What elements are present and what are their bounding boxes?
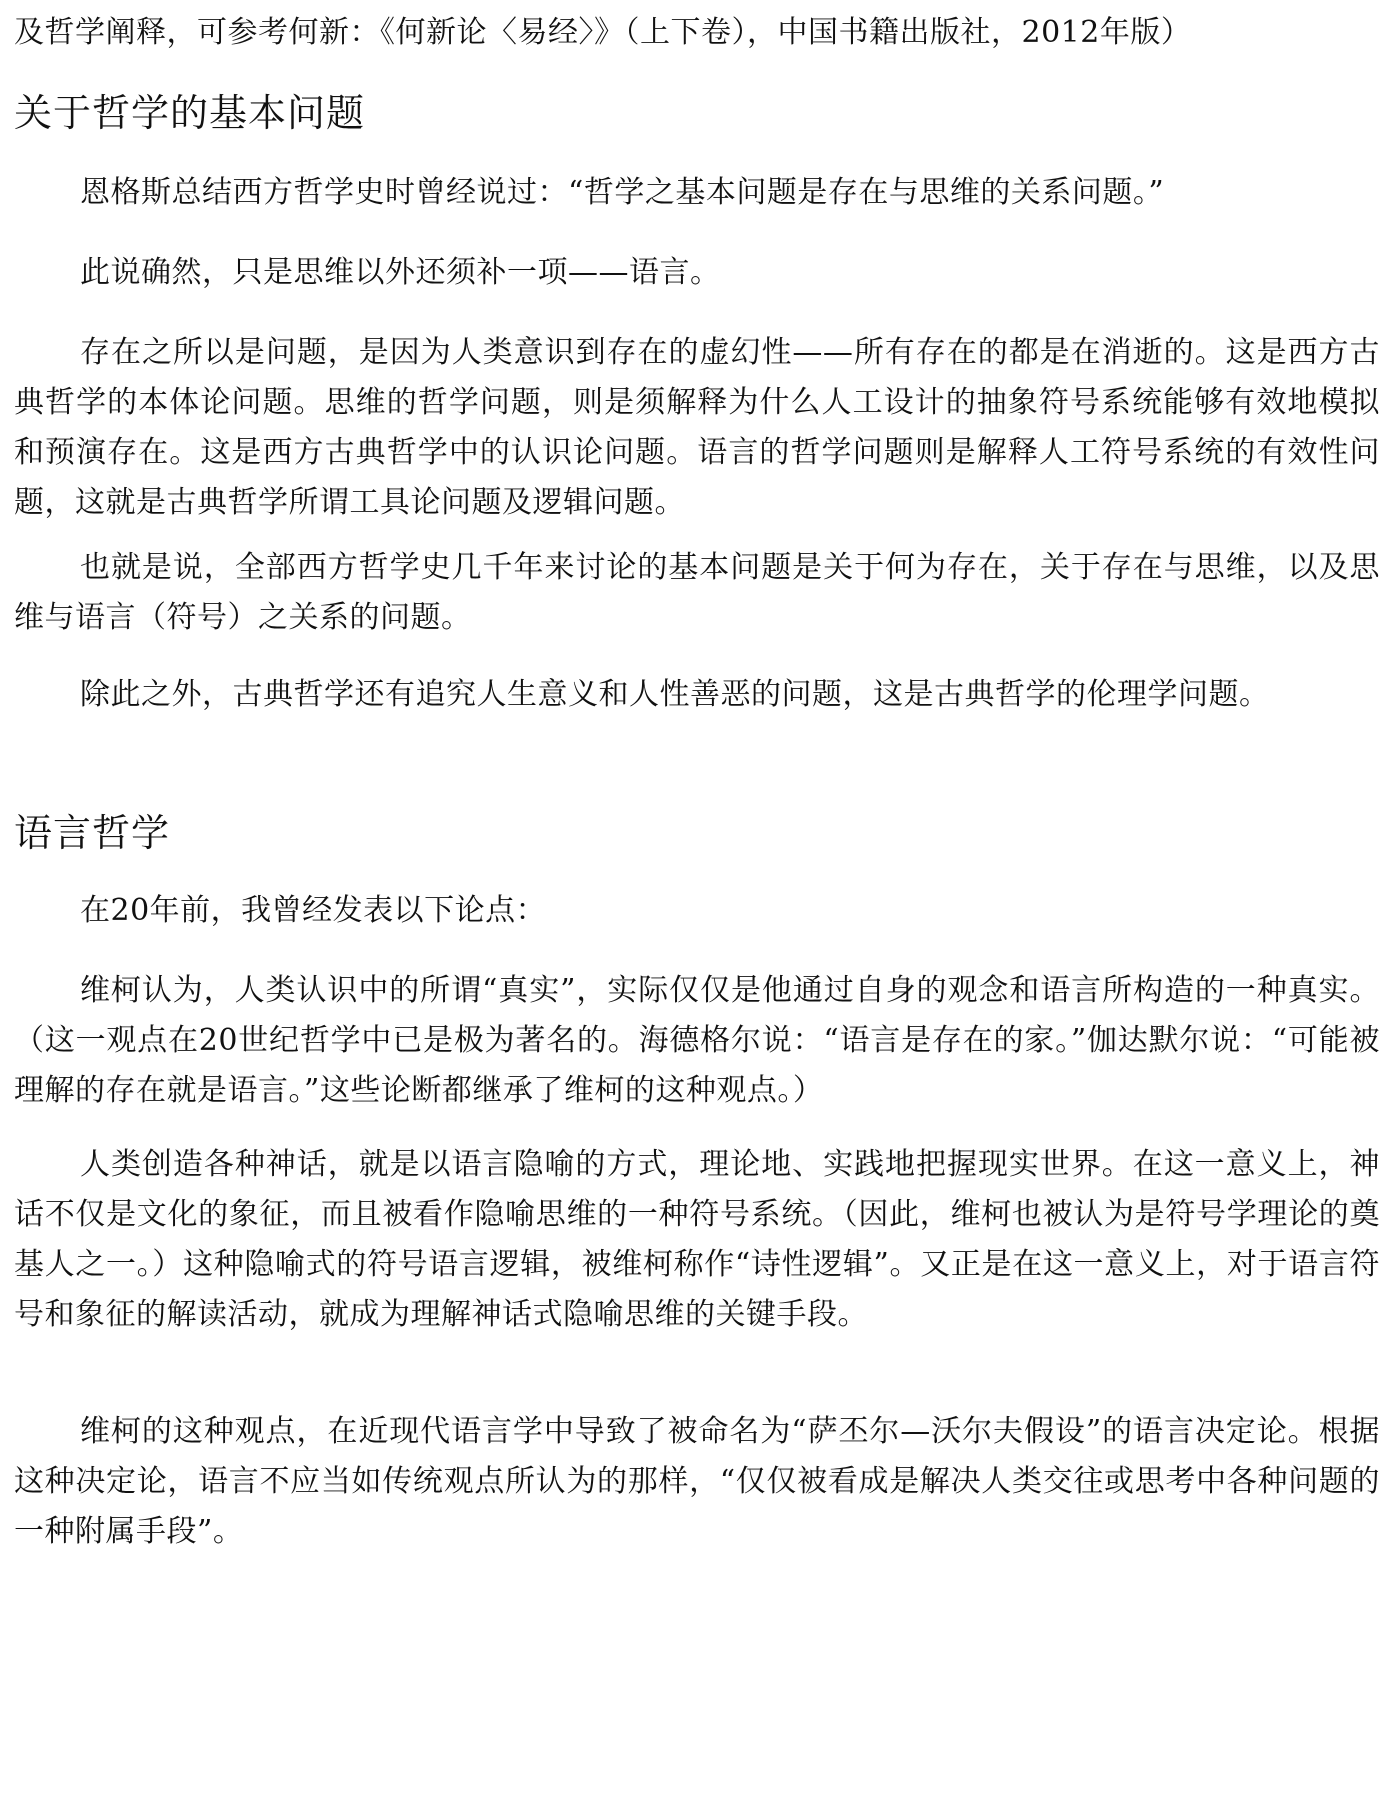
section-heading-basic-problem: 关于哲学的基本问题	[14, 91, 366, 135]
intro-line: 及哲学阐释，可参考何新：《何新论〈易经〉》（上下卷），中国书籍出版社，2012年版）	[14, 15, 1192, 50]
paragraph-ethics: 除此之外，古典哲学还有追究人生意义和人性善恶的问题，这是古典哲学的伦理学问题。	[80, 677, 1270, 712]
paragraph-existence-problem: 存在之所以是问题，是因为人类意识到存在的虚幻性——所有存在的都是在消逝的。这是西方古典哲学的本体论问题。思维的哲学问题，则是须解释为什么人工设计的抽象符号系统能够有效地模拟和预演存在。这是西方古典哲学中的认识论问题。语言的哲学问题则是解释人工符号系统的有效性问题，这就是古典哲学所谓工具论问题及逻辑问题。	[14, 335, 1380, 520]
paragraph-sapir-whorf: 维柯的这种观点，在近现代语言学中导致了被命名为“萨丕尔—沃尔夫假设”的语言决定论。根据这种决定论，语言不应当如传统观点所认为的那样，“仅仅被看成是解决人类交往或思考中各种问题的一种附属手段”。	[14, 1414, 1380, 1549]
section-heading-language-philosophy: 语言哲学	[14, 811, 171, 855]
paragraph-engels-quote: 恩格斯总结西方哲学史时曾经说过：“哲学之基本问题是存在与思维的关系问题。”	[80, 175, 1165, 210]
paragraph-twenty-years-ago: 在20年前，我曾经发表以下论点：	[80, 893, 547, 928]
paragraph-language-supplement: 此说确然，只是思维以外还须补一项——语言。	[80, 255, 721, 290]
paragraph-vico-truth: 维柯认为，人类认识中的所谓“真实”，实际仅仅是他通过自身的观念和语言所构造的一种真实。（这一观点在20世纪哲学中已是极为著名的。海德格尔说：“语言是存在的家。”伽达默尔说：“可能被理解的存在就是语言。”这些论断都继承了维柯的这种观点。）	[14, 973, 1380, 1108]
paragraph-basic-questions: 也就是说，全部西方哲学史几千年来讨论的基本问题是关于何为存在，关于存在与思维，以及思维与语言（符号）之关系的问题。	[14, 550, 1380, 635]
paragraph-myth-metaphor: 人类创造各种神话，就是以语言隐喻的方式，理论地、实践地把握现实世界。在这一意义上，神话不仅是文化的象征，而且被看作隐喻思维的一种符号系统。（因此，维柯也被认为是符号学理论的奠基人之一。）这种隐喻式的符号语言逻辑，被维柯称作“诗性逻辑”。又正是在这一意义上，对于语言符号和象征的解读活动，就成为理解神话式隐喻思维的关键手段。	[14, 1147, 1380, 1332]
